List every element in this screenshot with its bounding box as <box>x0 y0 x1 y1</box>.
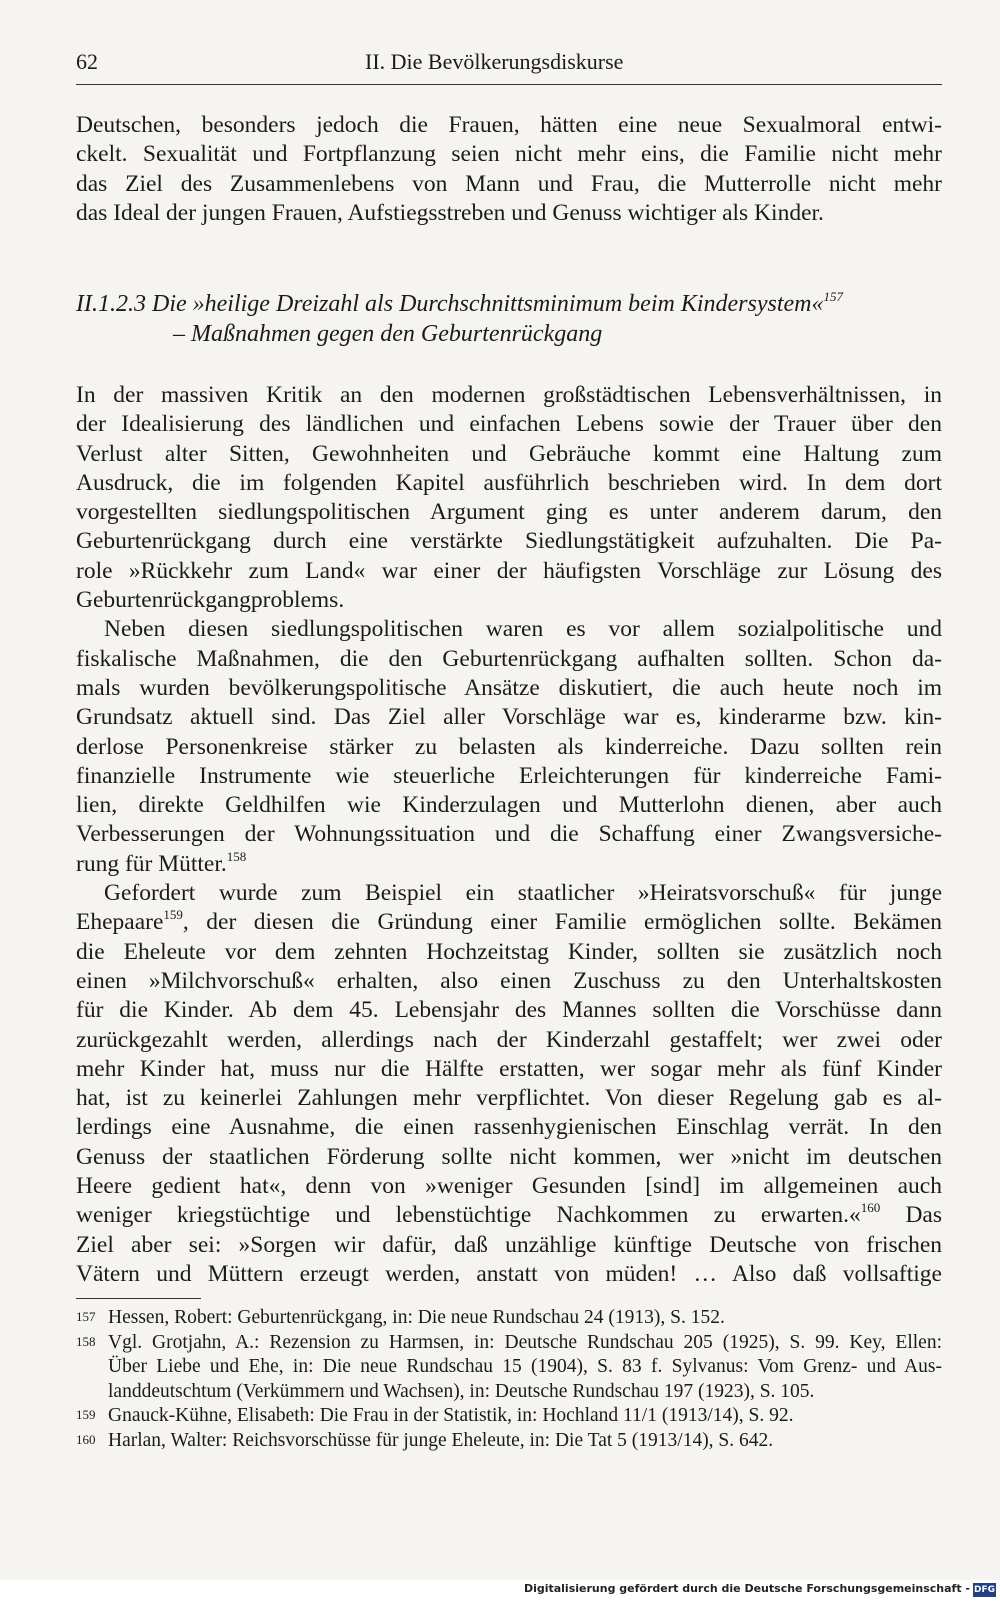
text-line: der Idealisierung des ländlichen und einfachen Lebens sowie der Trauer über den <box>76 411 942 438</box>
page-header <box>76 47 942 79</box>
footnote-number: 159 <box>76 1407 96 1422</box>
text-fragment: weniger kriegstüchtige und lebenstüchtige Nachkommen zu erwarten.« <box>76 1202 861 1229</box>
text-line: Neben diesen siedlungspolitischen waren es vor allem sozialpolitische und <box>104 616 942 643</box>
text-line: derlose Personenkreise stärker zu belasten als kinderreiche. Dazu sollten rein <box>76 733 942 760</box>
footnote-ref: 157 <box>823 289 843 304</box>
text-line: für die Kinder. Ab dem 45. Lebensjahr des Mannes sollten die Vorschüsse dann <box>76 997 942 1024</box>
footnote-158 <box>76 1331 942 1405</box>
text-line: lien, direkte Geldhilfen wie Kinderzulagen und Mutterlohn dienen, aber auch <box>76 792 942 819</box>
text-line: die Eheleute vor dem zehnten Hochzeitstag Kinder, sollten sie zusätzlich noch <box>76 938 942 965</box>
footnote-line: Harlan, Walter: Reichsvorschüsse für junge Eheleute, in: Die Tat 5 (1913/14), S. 642. <box>108 1429 774 1451</box>
footnote-number: 158 <box>76 1333 96 1349</box>
digitization-credit: Digitalisierung gefördert durch die Deutsche Forschungsgemeinschaft - <box>523 1582 970 1595</box>
header-rule <box>76 84 942 85</box>
text-line: Ausdruck, die im folgenden Kapitel ausführlich beschrieben wird. In dem dort <box>76 469 942 496</box>
footnote-line: Gnauck-Kühne, Elisabeth: Die Frau in der Statistik, in: Hochland 11/1 (1913/14), S. 92. <box>108 1405 794 1426</box>
footnote-line: Vgl. Grotjahn, A.: Rezension zu Harmsen, in: Deutsche Rundschau 205 (1925), S. 99. Key, Ellen: <box>108 1331 942 1353</box>
text-line: Ziel aber sei: »Sorgen wir dafür, daß unzählige künftige Deutsche von frischen <box>76 1231 942 1258</box>
text-line: Verbesserungen der Wohnungssituation und die Schaffung einer Zwangsversiche- <box>76 821 942 848</box>
text-fragment: Ehepaare <box>76 909 164 936</box>
footnote-ref: 160 <box>860 1200 881 1216</box>
footnote-number: 157 <box>76 1309 96 1324</box>
running-title: II. Die Bevölkerungsdiskurse <box>365 49 624 74</box>
text-line: Geburtenrückgangproblems. <box>76 587 345 614</box>
text-line: Grundsatz aktuell sind. Das Ziel aller Vorschläge war es, kinderarme bzw. kin- <box>76 704 942 731</box>
footnote-line: Hessen, Robert: Geburtenrückgang, in: Die neue Rundschau 24 (1913), S. 152. <box>108 1307 725 1328</box>
text-line: Genuss der staatlichen Förderung sollte nicht kommen, wer »nicht im deutschen <box>76 1143 942 1170</box>
dfg-logo: DFG <box>973 1585 995 1595</box>
text-line: das Ziel des Zusammenlebens von Mann und Frau, die Mutterrolle nicht mehr <box>76 170 942 197</box>
text-line: Vätern und Müttern erzeugt werden, anstatt von müden! … Also daß vollsaftige <box>76 1260 942 1287</box>
digitization-credit-bar <box>0 1580 1000 1601</box>
footnote-ref: 158 <box>226 848 247 864</box>
intro-paragraph <box>76 111 942 228</box>
text-line: Heere gedient hat«, denn von »weniger Gesunden [sind] im allgemeinen auch <box>76 1173 942 1200</box>
text-fragment: , der diesen die Gründung einer Familie ermöglichen sollte. Bekämen <box>182 909 942 936</box>
footnotes <box>76 1306 942 1453</box>
footnote-line: landdeutschtum (Verkümmern und Wachsen), in: Deutsche Rundschau 197 (1923), S. 105. <box>108 1380 815 1402</box>
text-line: mals wurden bevölkerungspolitische Ansätze diskutiert, die auch heute noch im <box>76 674 942 701</box>
heading-line-1 <box>76 289 843 319</box>
heading-line-2: – Maßnahmen gegen den Geburtenrückgang <box>173 321 603 347</box>
footnote-number: 160 <box>76 1431 96 1447</box>
text-line: das Ideal der jungen Frauen, Aufstiegsstreben und Genuss wichtiger als Kinder. <box>76 199 824 226</box>
text-line: Gefordert wurde zum Beispiel ein staatlicher »Heiratsvorschuß« für junge <box>104 880 942 907</box>
text-line: vorgestellten siedlungspolitischen Argument ging es unter anderem darum, den <box>76 499 942 526</box>
heading-text: II.1.2.3 Die »heilige Dreizahl als Durchschnittsminimum beim Kindersystem« <box>76 291 824 317</box>
text-line: Deutschen, besonders jedoch die Frauen, hätten eine neue Sexualmoral entwi- <box>76 112 942 138</box>
footnote-159 <box>76 1404 942 1429</box>
text-line: Geburtenrückgang durch eine verstärkte Siedlungstätigkeit aufzuhalten. Die Pa- <box>76 528 942 555</box>
footnote-rule <box>76 1298 201 1299</box>
text-line <box>76 850 942 879</box>
footnote-160 <box>76 1429 942 1454</box>
text-fragment: rung für Mütter. <box>76 850 227 877</box>
text-line: lerdings eine Ausnahme, die einen rassenhygienischen Einschlag verrät. In den <box>76 1114 942 1141</box>
text-line: In der massiven Kritik an den modernen großstädtischen Lebensverhältnissen, in <box>76 382 942 408</box>
text-line: hat, ist zu keinerlei Zahlungen mehr verpflichtet. Von dieser Regelung gab es al- <box>76 1085 942 1112</box>
text-line <box>76 1201 942 1230</box>
footnote-157 <box>76 1306 942 1331</box>
text-line: Verlust alter Sitten, Gewohnheiten und Gebräuche kommt eine Haltung zum <box>76 440 942 467</box>
body-text <box>76 381 942 1289</box>
text-fragment: Das <box>880 1202 943 1229</box>
text-line: ckelt. Sexualität und Fortpflanzung seien nicht mehr eins, die Familie nicht mehr <box>76 141 942 168</box>
footnote-line: Über Liebe und Ehe, in: Die neue Rundschau 15 (1904), S. 83 f. Sylvanus: Vom Grenz- und Aus- <box>108 1356 942 1377</box>
page-number: 62 <box>76 49 98 74</box>
text-line: mehr Kinder hat, muss nur die Hälfte erstatten, wer sogar mehr als fünf Kinder <box>76 1055 942 1082</box>
text-line: zurückgezahlt werden, allerdings nach der Kinderzahl gestaffelt; wer zwei oder <box>76 1026 942 1053</box>
footnote-ref: 159 <box>163 907 183 923</box>
text-line: einen »Milchvorschuß« erhalten, also einen Zuschuss zu den Unterhaltskosten <box>76 967 942 994</box>
text-line: finanzielle Instrumente wie steuerliche Erleichterungen für kinderreiche Fami- <box>76 762 942 789</box>
text-line: role »Rückkehr zum Land« war einer der häufigsten Vorschläge zur Lösung des <box>76 557 942 584</box>
text-line: fiskalische Maßnahmen, die den Geburtenrückgang aufhalten sollten. Schon da- <box>76 645 942 672</box>
text-line <box>76 908 942 937</box>
